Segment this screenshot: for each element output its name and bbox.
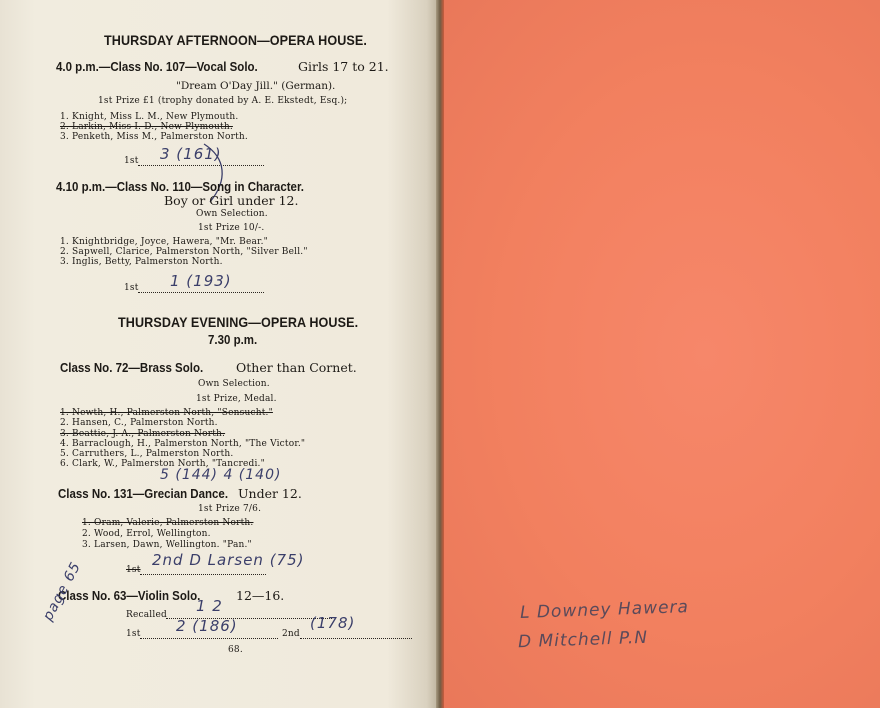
class-107-prize: 1st Prize £1 (trophy donated by A. E. Ekstedt, Esq.); xyxy=(98,96,348,106)
class-63-second-line xyxy=(300,638,412,639)
class-63-title: Class No. 63—Violin Solo. xyxy=(58,589,201,603)
evening-time: 7.30 p.m. xyxy=(208,333,258,347)
class-131-prize: 1st Prize 7/6. xyxy=(198,504,262,514)
class-107-title-text: 4.0 p.m.—Class No. 107—Vocal Solo. xyxy=(56,60,258,74)
class-110-result-label: 1st xyxy=(124,283,139,293)
class-72-entry-1: 1. Newth, H., Palmerston North, "Sensucht." xyxy=(60,408,273,418)
class-131-entry-2: 2. Wood, Errol, Wellington. xyxy=(82,529,211,539)
class-72-selection: Own Selection. xyxy=(198,379,270,389)
class-63-recalled-handwriting: 1 2 xyxy=(196,597,223,615)
class-107-entry-1: 1. Knight, Miss L. M., New Plymouth. xyxy=(60,112,239,122)
class-63-second-handwriting: (178) xyxy=(310,614,356,632)
class-107-entry-3: 3. Penketh, Miss M., Palmerston North. xyxy=(60,132,248,142)
class-63-recalled-label: Recalled xyxy=(126,610,167,620)
margin-note-handwriting: page 65 xyxy=(40,559,85,624)
class-107-entry-2: 2. Larkin, Miss I. D., New Plymouth. xyxy=(60,122,233,132)
right-page xyxy=(444,0,880,708)
evening-heading: THURSDAY EVENING—OPERA HOUSE. xyxy=(118,314,359,330)
class-72-entry-4: 4. Barraclough, H., Palmerston North, "The Victor." xyxy=(60,439,306,449)
class-63-first-line xyxy=(140,638,278,639)
right-page-note-line-1: L Downey Hawera xyxy=(519,597,690,623)
class-63-first-label: 1st xyxy=(126,629,141,639)
class-131-entry-1: 1. Oram, Valerie, Palmerston North. xyxy=(82,518,254,528)
class-72-result-handwriting: 5 (144) 4 (140) xyxy=(160,467,282,483)
class-131-result-handwriting: 2nd D Larsen (75) xyxy=(152,551,305,569)
class-72-entry-3: 3. Beattie, J. A., Palmerston North. xyxy=(60,429,226,439)
class-63-first-handwriting: 2 (186) xyxy=(176,617,238,635)
class-110-entry-2: 2. Sapwell, Clarice, Palmerston North, "Silver Bell." xyxy=(60,247,308,257)
class-107-result-handwriting: 3 (161) xyxy=(160,145,222,163)
class-72-title: Class No. 72—Brass Solo. xyxy=(60,361,204,375)
class-72-entry-2: 2. Hansen, C., Palmerston North. xyxy=(60,418,218,428)
class-131-entry-3: 3. Larsen, Dawn, Wellington. "Pan." xyxy=(82,540,252,550)
right-page-note-line-2: D Mitchell P.N xyxy=(517,627,649,653)
class-63-second-label: 2nd xyxy=(282,629,300,639)
class-131-result-label: 1st xyxy=(126,565,141,575)
class-107-song: "Dream O'Day Jill." (German). xyxy=(176,80,336,92)
class-110-title: 4.10 p.m.—Class No. 110—Song in Character. xyxy=(56,180,304,194)
class-131-result-line xyxy=(140,574,266,575)
class-110-result-line xyxy=(138,292,264,293)
book-gutter xyxy=(436,0,444,708)
class-131-title: Class No. 131—Grecian Dance. xyxy=(58,487,229,501)
class-110-entry-3: 3. Inglis, Betty, Palmerston North. xyxy=(60,257,223,267)
class-110-entry-1: 1. Knightbridge, Joyce, Hawera, "Mr. Bear." xyxy=(60,237,268,247)
class-131-extra: Under 12. xyxy=(238,486,302,501)
class-63-extra: 12—16. xyxy=(236,588,285,603)
class-107-title xyxy=(56,60,258,74)
class-110-subtitle: Boy or Girl under 12. xyxy=(164,193,299,208)
class-107-extra: Girls 17 to 21. xyxy=(298,59,389,74)
class-107-result-label: 1st xyxy=(124,156,139,166)
class-72-extra: Other than Cornet. xyxy=(236,360,357,375)
class-72-entry-5: 5. Carruthers, L., Palmerston North. xyxy=(60,449,234,459)
class-110-result-handwriting: 1 (193) xyxy=(170,272,232,290)
class-110-selection: Own Selection. xyxy=(196,209,268,219)
page-number: 68. xyxy=(228,645,243,655)
class-72-prize: 1st Prize, Medal. xyxy=(196,394,277,404)
class-110-prize: 1st Prize 10/-. xyxy=(198,223,265,233)
class-72-entry-6: 6. Clark, W., Palmerston North, "Tancredi." xyxy=(60,459,265,469)
afternoon-heading: THURSDAY AFTERNOON—OPERA HOUSE. xyxy=(104,32,367,48)
